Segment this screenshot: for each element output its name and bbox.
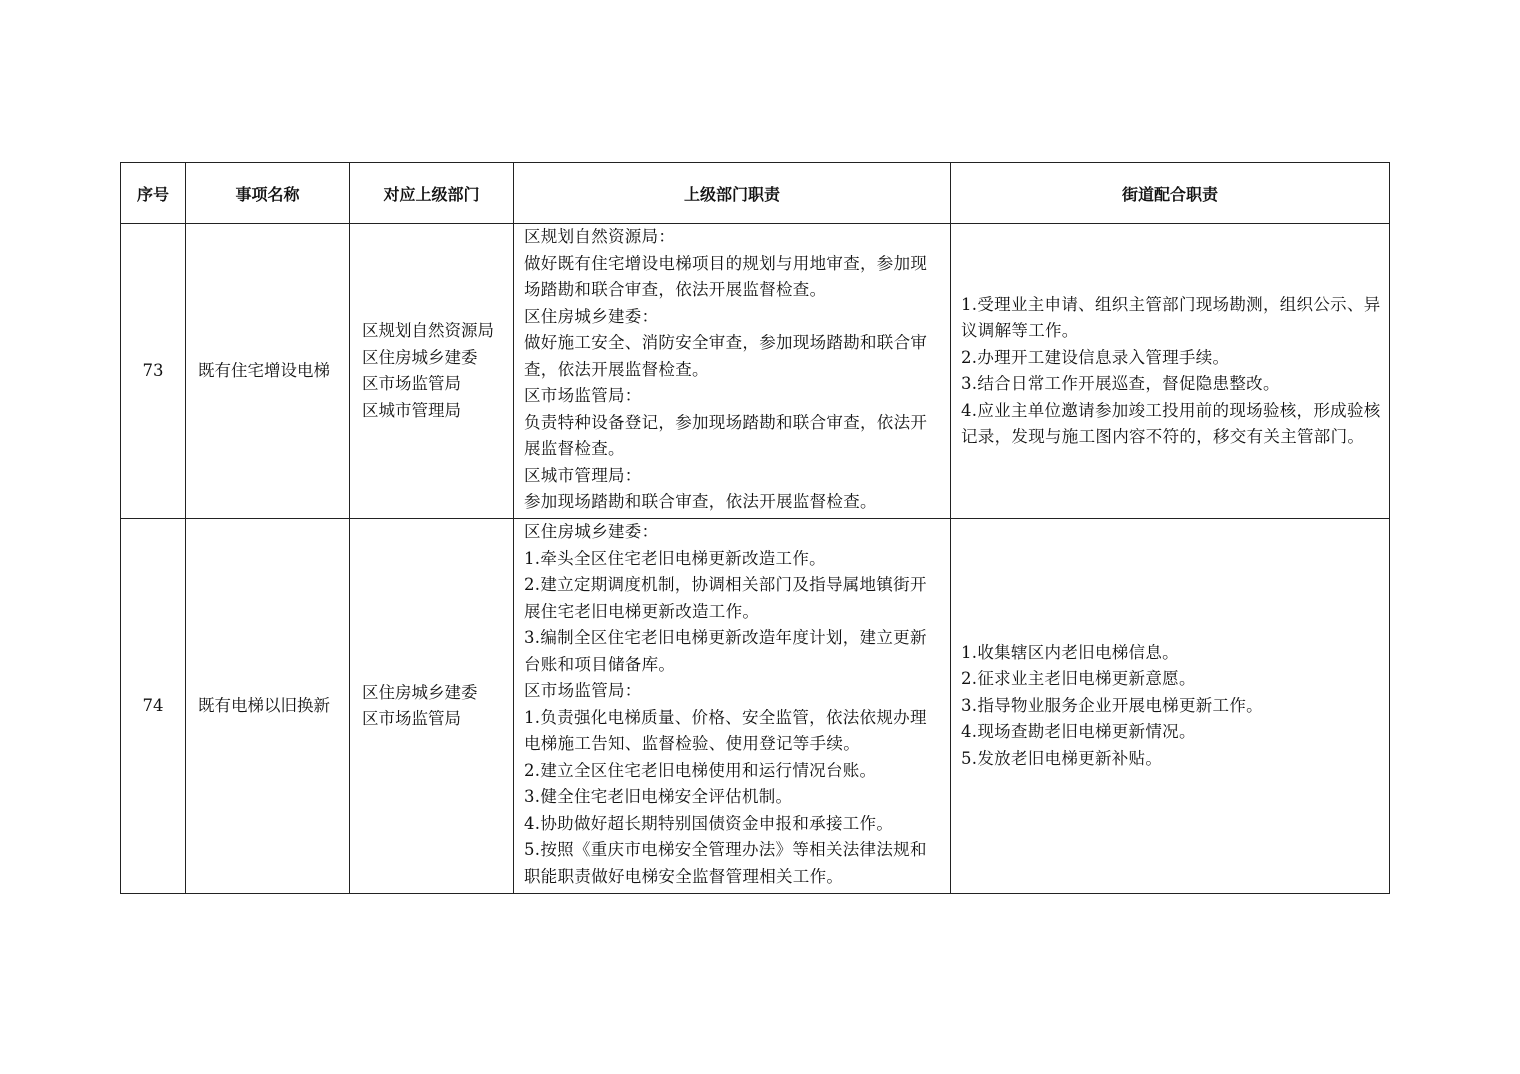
duty-line: 负责特种设备登记，参加现场踏勘和联合审查，依法开展监督检查。: [524, 412, 928, 458]
duty-line: 1.牵头全区住宅老旧电梯更新改造工作。: [524, 548, 826, 568]
duty-line: 1.负责强化电梯质量、价格、安全监管，依法依规办理电梯施工告知、监督检验、使用登记等手续。: [524, 707, 927, 753]
duty-line: 4.协助做好超长期特别国债资金申报和承接工作。: [524, 813, 894, 833]
duty-line: 区城市管理局：: [524, 465, 642, 485]
table-row: [121, 519, 1390, 894]
header-name: 事项名称: [186, 163, 350, 224]
department: 区城市管理局: [362, 400, 461, 420]
upper-duty-cell: [514, 519, 951, 894]
duty-line: 2.建立定期调度机制，协调相关部门及指导属地镇街开展住宅老旧电梯更新改造工作。: [524, 575, 927, 621]
duty-line: 区市场监管局：: [524, 681, 642, 700]
department: 区住房城乡建委: [362, 682, 478, 702]
duty-line: 区住房城乡建委：: [524, 306, 659, 326]
department: 区住房城乡建委: [362, 347, 478, 367]
street-duty-cell: [951, 519, 1390, 894]
duty-table: [120, 162, 1390, 894]
duty-line: 4.现场查勘老旧电梯更新情况。: [961, 722, 1196, 742]
duty-line: 区住房城乡建委：: [524, 522, 659, 541]
header-upper-duty: 上级部门职责: [514, 163, 951, 224]
duty-line: 3.健全住宅老旧电梯安全评估机制。: [524, 787, 793, 806]
department: 区市场监管局: [362, 709, 461, 728]
duty-line: 参加现场踏勘和联合审查，依法开展监督检查。: [524, 492, 877, 511]
duty-line: 1.受理业主申请、组织主管部门现场勘测，组织公示、异议调解等工作。: [961, 294, 1381, 340]
duty-line: 3.编制全区住宅老旧电梯更新改造年度计划，建立更新台账和项目储备库。: [524, 628, 927, 674]
duty-line: 3.指导物业服务企业开展电梯更新工作。: [961, 695, 1263, 715]
header-street-duty: 街道配合职责: [951, 163, 1390, 224]
row-number: 73: [121, 224, 186, 519]
department-list: [350, 224, 514, 519]
upper-duty-cell: [514, 224, 951, 519]
duty-line: 做好既有住宅增设电梯项目的规划与用地审查，参加现场踏勘和联合审查，依法开展监督检查。: [524, 253, 928, 299]
street-duty-cell: [951, 224, 1390, 519]
duty-line: 2.办理开工建设信息录入管理手续。: [961, 347, 1230, 367]
header-row: [121, 163, 1390, 224]
duty-line: 5.发放老旧电梯更新补贴。: [961, 748, 1163, 768]
duty-line: 区市场监管局：: [524, 386, 642, 405]
duty-line: 4.应业主单位邀请参加竣工投用前的现场验核，形成验核记录，发现与施工图内容不符的，移交有关主管部门。: [961, 400, 1381, 446]
item-name: 既有住宅增设电梯: [186, 224, 350, 519]
row-number: 74: [121, 519, 186, 894]
department-list: [350, 519, 514, 894]
duty-line: 区规划自然资源局：: [524, 227, 676, 246]
item-name: 既有电梯以旧换新: [186, 519, 350, 894]
duty-line: 1.收集辖区内老旧电梯信息。: [961, 642, 1179, 662]
table-row: [121, 224, 1390, 519]
department: 区市场监管局: [362, 374, 461, 393]
duty-line: 做好施工安全、消防安全审查，参加现场踏勘和联合审查，依法开展监督检查。: [524, 333, 928, 379]
header-dept: 对应上级部门: [350, 163, 514, 224]
duty-line: 3.结合日常工作开展巡查，督促隐患整改。: [961, 374, 1280, 393]
header-num: 序号: [121, 163, 186, 224]
duty-line: 5.按照《重庆市电梯安全管理办法》等相关法律法规和职能职责做好电梯安全监督管理相关工作。: [524, 840, 927, 886]
duty-line: 2.建立全区住宅老旧电梯使用和运行情况台账。: [524, 760, 877, 780]
duty-line: 2.征求业主老旧电梯更新意愿。: [961, 669, 1196, 689]
department: 区规划自然资源局: [362, 321, 494, 340]
